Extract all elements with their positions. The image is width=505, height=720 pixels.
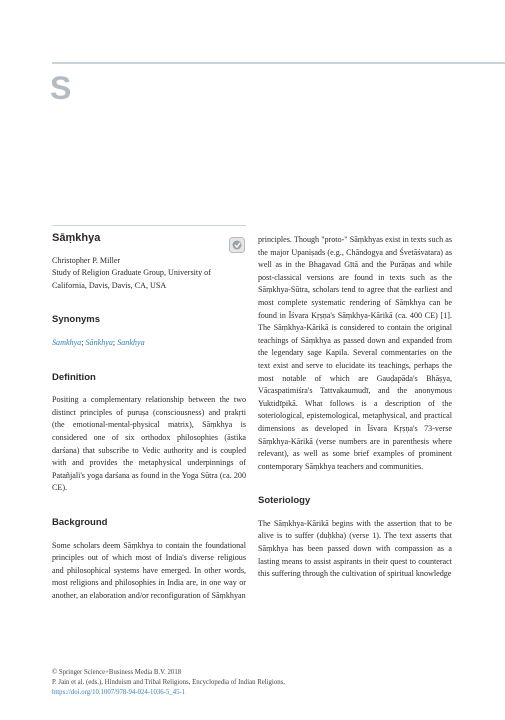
right-column — [258, 234, 452, 581]
title-rule — [52, 225, 246, 226]
header-rule — [52, 62, 505, 64]
section-letter: S — [50, 70, 72, 106]
synonyms-heading: Synonyms — [52, 314, 101, 326]
citation-line: P. Jain et al. (eds.), Hinduism and Tribal Religions, Encyclopedia of Indian Religions, — [52, 679, 285, 686]
background-text: Some scholars deem Sāṃkhya to contain the foundational principles out of which most of India's diverse religious and philosophical systems have emerged. In other words, most religions and philosophies in India are, in one way or another, an elaboration and/or reconfiguration of Sāṃkhyan — [52, 540, 246, 600]
soteriology-text: The Sāṃkhya-Kārikā begins with the assertion that to be alive is to suffer (duḥkha) (verse 1). The text asserts that Sāṃkhya has been passed down with compassion as a lasting means to assist aspirants in their quest to counteract this suffering through the cultivation of spiritual knowledge — [258, 518, 452, 579]
background-heading: Background — [52, 516, 108, 528]
author-name: Christopher P. Miller — [52, 255, 121, 265]
synonym-link[interactable]: Sankhya — [117, 337, 145, 347]
entry-title: Sāṃkhya — [52, 232, 101, 244]
left-column — [52, 232, 246, 602]
continuation-text: principles. Though "proto-" Sāṃkhyas exist in texts such as the major Upaniṣads (e.g., Chāndogya and Śvetāśvatara) as well as in the Bhagavad Gītā and the Purāṇas and while post-classical versions are found in texts such as the Sāṃkhya-Sūtra, scholars tend to agree that the earliest and most complete systematic rendering of Sāṃkhya can be found in Īśvara Kṛṣṇa's Sāṃkhya-Kārikā (ca. 400 CE) [1]. The Sāṃkhya-Kārikā is considered to contain the original teachings of Sāṃkhya as passed down and expanded from the legendary sage Kapila. Several commentaries on the text exist and serve to elucidate its teachings, perhaps the most notable of which are Gauḍapāda's Bhāṣya, Vācaspatimiśra's Tattvakaumudī, and the anonymous Yuktidīpikā. What follows is a description of the soteriological, epistemological, metaphysical, and practical dimensions as developed in Īśvara Kṛṣṇa's 73-verse Sāṃkhya-Kārikā (verse numbers are in parenthesis where relevant), as well as some brief examples of prominent contemporary Sāṃkhya teachers and communities. — [258, 235, 452, 471]
author-affiliation: Study of Religion Graduate Group, University of California, Davis, Davis, CA, USA — [52, 268, 211, 290]
synonym-link[interactable]: Samkhya — [52, 337, 82, 347]
definition-text: Positing a complementary relationship between the two distinct principles of puruṣa (consciousness) and prakṛti (the emotional-mental-physical matrix), Sāṃkhya is considered one of six orthodox philosophies (āstika darśana) that subscribe to Vedic authority and is coupled with and provides the metaphysical underpinnings of Patañjali's yoga darśana as found in the Yoga Sūtra (ca. 200 CE). — [52, 395, 246, 493]
synonym-link[interactable]: Sānkhya — [85, 337, 113, 347]
page-footer — [52, 668, 452, 698]
definition-heading: Definition — [52, 371, 96, 383]
synonyms-list: Samkhya; Sānkhya; Sankhya — [52, 337, 145, 347]
doi-link[interactable]: https://doi.org/10.1007/978-94-024-1036-5_45-1 — [52, 689, 186, 696]
copyright-line: © Springer Science+Business Media B.V. 2018 — [52, 669, 182, 676]
soteriology-heading: Soteriology — [258, 495, 311, 507]
